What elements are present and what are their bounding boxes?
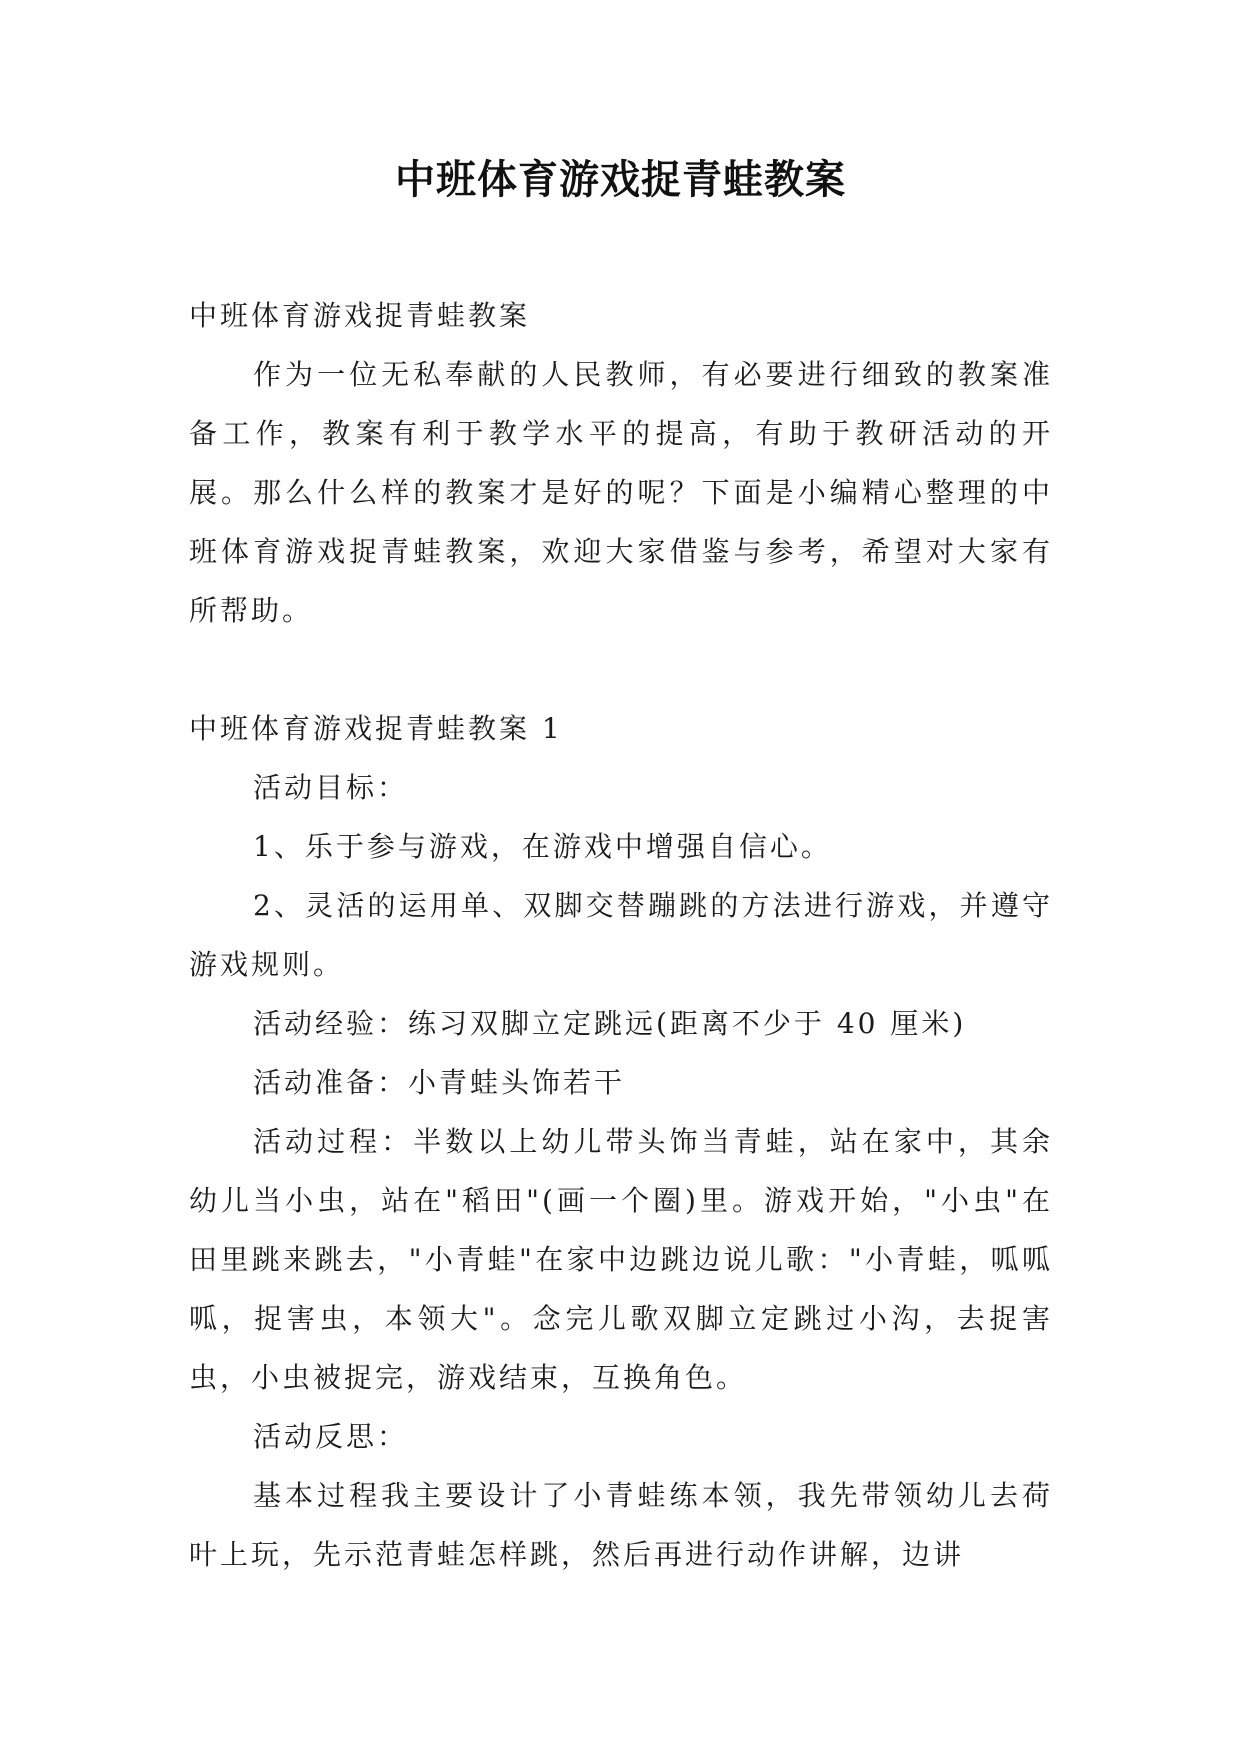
subtitle-paragraph: 中班体育游戏捉青蛙教案 [189, 299, 531, 332]
intro-paragraph: 作为一位无私奉献的人民教师，有必要进行细致的教案准备工作，教案有利于教学水平的提高，有助于教研活动的开展。那么什么样的教案才是好的呢？下面是小编精心整理的中班体育游戏捉青蛙教案，欢迎大家借鉴与参考，希望对大家有所帮助。 [189, 358, 1053, 627]
document-body [189, 286, 1053, 1584]
paragraph-gap [189, 640, 1053, 699]
activity-process: 活动过程：半数以上幼儿带头饰当青蛙，站在家中，其余幼儿当小虫，站在"稻田"(画一个圈)里。游戏开始，"小虫"在田里跳来跳去，"小青蛙"在家中边跳边说儿歌："小青蛙，呱呱呱，捉害虫，本领大"。念完儿歌双脚立定跳过小沟，去捉害虫，小虫被捉完，游戏结束，互换角色。 [189, 1125, 1053, 1394]
activity-preparation: 活动准备：小青蛙头饰若干 [253, 1066, 626, 1099]
activity-reflection-label: 活动反思： [253, 1420, 409, 1453]
goal-item-1: 1、乐于参与游戏，在游戏中增强自信心。 [253, 830, 832, 863]
goal-item-2: 2、灵活的运用单、双脚交替蹦跳的方法进行游戏，并遵守游戏规则。 [189, 889, 1053, 981]
document-title: 中班体育游戏捉青蛙教案 [395, 157, 846, 203]
activity-goal-label: 活动目标： [253, 771, 409, 804]
reflection-paragraph: 基本过程我主要设计了小青蛙练本领，我先带领幼儿去荷叶上玩，先示范青蛙怎样跳，然后再进行动作讲解，边讲 [189, 1479, 1053, 1571]
section-heading: 中班体育游戏捉青蛙教案 1 [189, 712, 563, 745]
activity-experience: 活动经验：练习双脚立定跳远(距离不少于 40 厘米) [253, 1007, 967, 1040]
